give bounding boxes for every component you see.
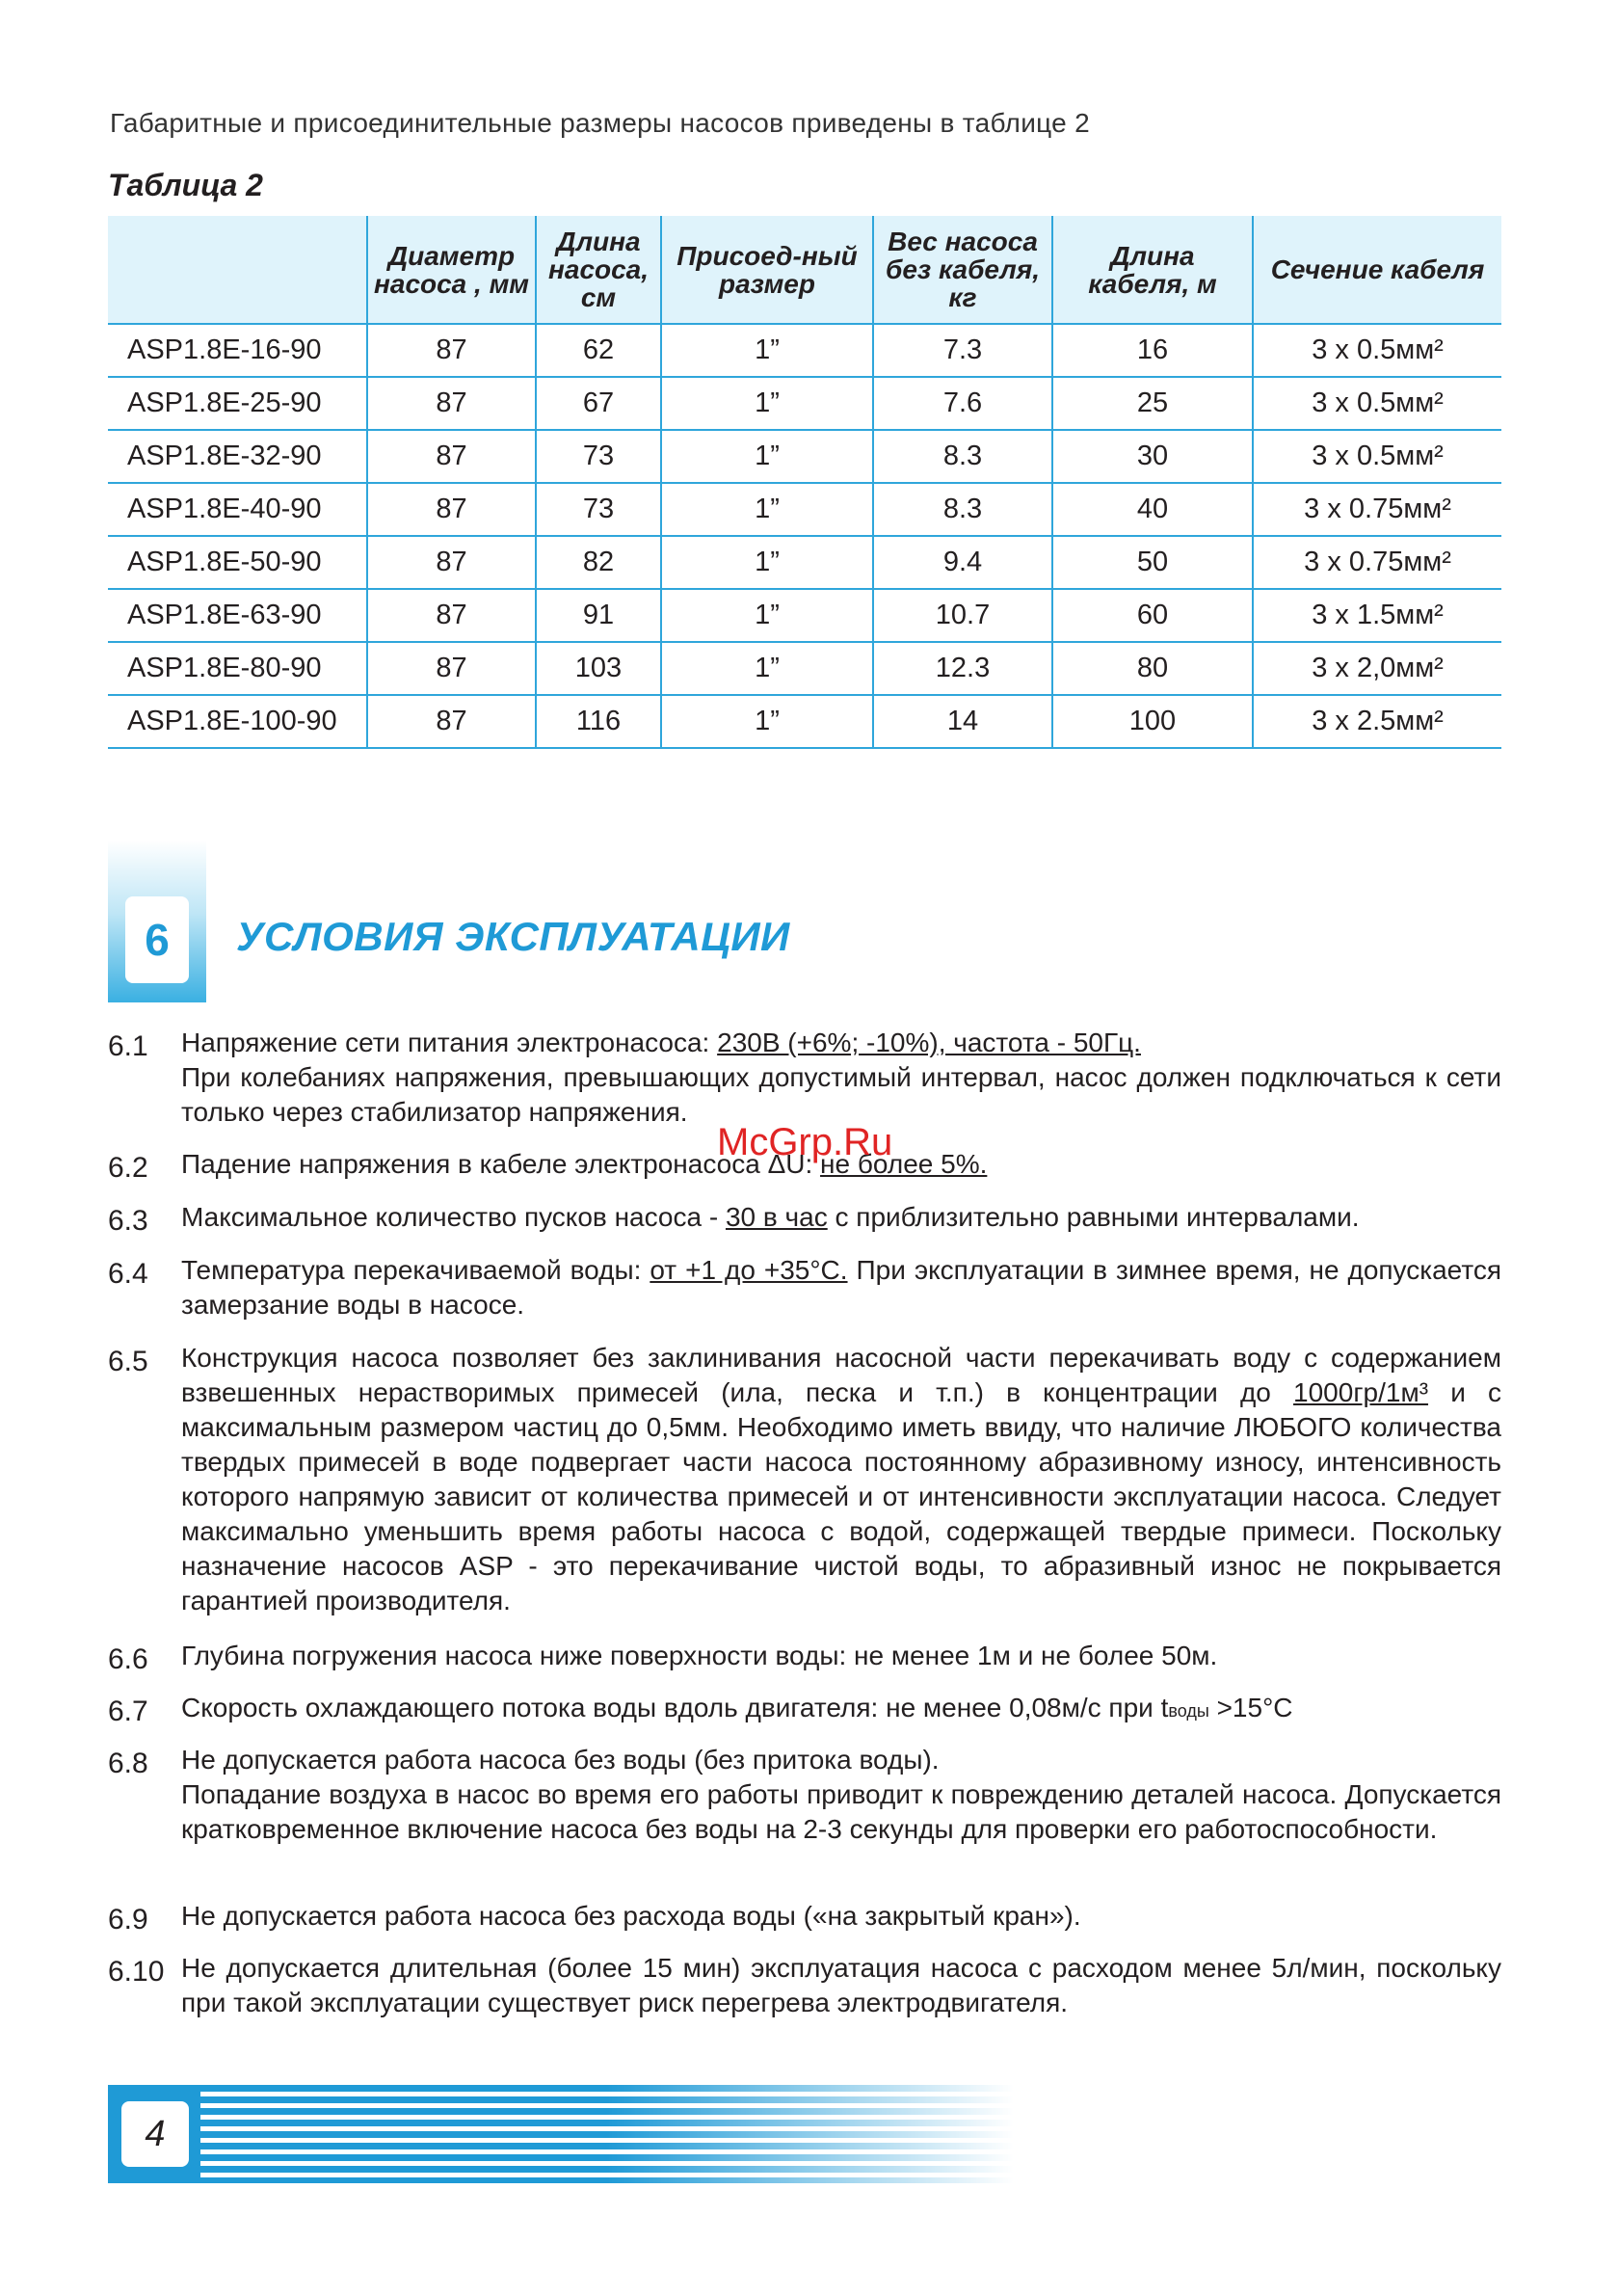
clause-number: 6.5 [108, 1346, 148, 1377]
table-row [108, 589, 1501, 642]
cell-weight: 9.4 [873, 536, 1052, 589]
cell-diameter: 87 [367, 430, 536, 483]
clause-text: Глубина погружения насоса ниже поверхности воды: не менее 1м и не более 50м. [181, 1641, 1218, 1670]
table-caption: Таблица 2 [108, 168, 263, 202]
pump-dimensions-table [108, 216, 1501, 749]
header-diameter: Диаметр насоса , мм [367, 216, 536, 324]
cell-model: ASP1.8E-50-90 [108, 536, 367, 589]
cell-cable-length: 16 [1052, 324, 1253, 377]
table-row [108, 430, 1501, 483]
cell-diameter: 87 [367, 695, 536, 748]
clause-text: Температура перекачиваемой воды: [181, 1255, 650, 1285]
cell-cable-section: 3 x 2.5мм² [1253, 695, 1501, 748]
cell-weight: 14 [873, 695, 1052, 748]
cell-weight: 7.3 [873, 324, 1052, 377]
header-weight: Вес насоса без кабеля, кг [873, 216, 1052, 324]
cell-diameter: 87 [367, 324, 536, 377]
clause-text: При эксплуатации в зимнее время, не допускается замерзание воды в насосе. [181, 1255, 1501, 1320]
intro-text: Габаритные и присоединительные размеры насосов приведены в таблице 2 [110, 108, 1090, 138]
cell-model: ASP1.8E-40-90 [108, 483, 367, 536]
clause-text: Конструкция насоса позволяет без заклинивания насосной части перекачивать воду с содержанием взвешенных нерастворимых примесей (ила, песка и т.п.) в концентрации до [181, 1343, 1501, 1407]
cell-cable-section: 3 x 0.5мм² [1253, 324, 1501, 377]
clause-text: Не допускается работа насоса без расхода воды («на закрытый кран»). [181, 1901, 1081, 1931]
clause-number: 6.4 [108, 1258, 148, 1290]
cell-weight: 10.7 [873, 589, 1052, 642]
clause-6-9 [108, 1899, 1501, 1934]
page-number: 4 [121, 2101, 189, 2167]
header-cable-section: Сечение кабеля [1253, 216, 1501, 324]
cell-model: ASP1.8E-16-90 [108, 324, 367, 377]
cell-cable-section: 3 x 1.5мм² [1253, 589, 1501, 642]
section-title: УСЛОВИЯ ЭКСПЛУАТАЦИИ [236, 914, 790, 959]
cell-cable-section: 3 x 0.75мм² [1253, 483, 1501, 536]
cell-cable-length: 80 [1052, 642, 1253, 695]
header-cable-length: Длина кабеля, м [1052, 216, 1253, 324]
cell-length: 73 [536, 430, 661, 483]
cell-connection: 1” [661, 536, 873, 589]
cell-diameter: 87 [367, 642, 536, 695]
clause-6-4 [108, 1253, 1501, 1322]
clause-6-1 [108, 1026, 1501, 1130]
clause-subscript: воды [1168, 1701, 1209, 1721]
clause-6-10 [108, 1951, 1501, 2020]
clause-6-7 [108, 1691, 1501, 1728]
clause-text: >15°С [1208, 1693, 1293, 1722]
cell-diameter: 87 [367, 377, 536, 430]
cell-cable-length: 30 [1052, 430, 1253, 483]
clause-text: Максимальное количество пусков насоса - [181, 1202, 726, 1232]
watermark: McGrp.Ru [717, 1121, 893, 1163]
cell-cable-length: 40 [1052, 483, 1253, 536]
clause-underlined: от +1 до +35°С. [650, 1255, 848, 1285]
clause-6-6 [108, 1639, 1501, 1673]
table-row [108, 695, 1501, 748]
clause-text: Скорость охлаждающего потока воды вдоль двигателя: не менее 0,08м/с при t [181, 1693, 1169, 1722]
clause-underlined: 1000гр/1м³ [1293, 1377, 1429, 1407]
clause-number: 6.6 [108, 1643, 148, 1675]
table-row [108, 324, 1501, 377]
table-row [108, 536, 1501, 589]
clause-number: 6.9 [108, 1904, 148, 1936]
cell-length: 82 [536, 536, 661, 589]
clause-underlined: не более 5%. [820, 1149, 988, 1179]
cell-weight: 8.3 [873, 430, 1052, 483]
table-header-row [108, 216, 1501, 324]
cell-length: 73 [536, 483, 661, 536]
clause-6-5 [108, 1341, 1501, 1618]
cell-model: ASP1.8E-25-90 [108, 377, 367, 430]
cell-length: 103 [536, 642, 661, 695]
clause-underlined: 230В (+6%; -10%), частота - 50Гц. [717, 1028, 1141, 1057]
cell-connection: 1” [661, 483, 873, 536]
cell-cable-section: 3 x 0.5мм² [1253, 377, 1501, 430]
cell-connection: 1” [661, 589, 873, 642]
clause-text: Падение напряжения в кабеле электронасоса ΔU: [181, 1149, 821, 1179]
cell-model: ASP1.8E-80-90 [108, 642, 367, 695]
cell-model: ASP1.8E-32-90 [108, 430, 367, 483]
footer-stripes [108, 2085, 1014, 2183]
cell-connection: 1” [661, 324, 873, 377]
cell-connection: 1” [661, 430, 873, 483]
cell-diameter: 87 [367, 536, 536, 589]
clause-number: 6.1 [108, 1030, 148, 1062]
clause-text: Напряжение сети питания электронасоса: [181, 1028, 718, 1057]
cell-cable-length: 60 [1052, 589, 1253, 642]
clause-number: 6.2 [108, 1152, 148, 1184]
cell-cable-length: 100 [1052, 695, 1253, 748]
table-row [108, 483, 1501, 536]
cell-cable-section: 3 x 0.5мм² [1253, 430, 1501, 483]
clause-number: 6.10 [108, 1956, 165, 1988]
section-number: 6 [125, 896, 189, 983]
table-row [108, 642, 1501, 695]
clause-text: Не допускается работа насоса без воды (без притока воды). [181, 1745, 940, 1775]
clause-text: При колебаниях напряжения, превышающих допустимый интервал, насос должен подключаться к сети только через стабилизатор напряжения. [181, 1062, 1501, 1127]
cell-length: 91 [536, 589, 661, 642]
cell-cable-section: 3 x 2,0мм² [1253, 642, 1501, 695]
clause-number: 6.7 [108, 1695, 148, 1727]
clause-underlined: 30 в час [725, 1202, 828, 1232]
cell-length: 67 [536, 377, 661, 430]
header-length: Длина насоса, см [536, 216, 661, 324]
cell-length: 62 [536, 324, 661, 377]
cell-weight: 7.6 [873, 377, 1052, 430]
cell-weight: 12.3 [873, 642, 1052, 695]
header-connection: Присоед-ный размер [661, 216, 873, 324]
clause-number: 6.3 [108, 1205, 148, 1237]
cell-diameter: 87 [367, 483, 536, 536]
cell-cable-section: 3 x 0.75мм² [1253, 536, 1501, 589]
cell-connection: 1” [661, 377, 873, 430]
clause-6-8 [108, 1743, 1501, 1847]
cell-cable-length: 50 [1052, 536, 1253, 589]
cell-connection: 1” [661, 695, 873, 748]
table-row [108, 377, 1501, 430]
clause-text: с приблизительно равными интервалами. [827, 1202, 1360, 1232]
clause-6-3 [108, 1200, 1501, 1235]
clause-text: Попадание воздуха в насос во время его работы приводит к повреждению деталей насоса. Допускается кратковременное включение насоса без воды на 2-3 секунды для проверки его работоспособности. [181, 1779, 1501, 1844]
cell-weight: 8.3 [873, 483, 1052, 536]
cell-cable-length: 25 [1052, 377, 1253, 430]
clause-text: Не допускается длительная (более 15 мин) эксплуатация насоса с расходом менее 5л/мин, поскольку при такой эксплуатации существует риск перегрева электродвигателя. [181, 1953, 1501, 2017]
cell-diameter: 87 [367, 589, 536, 642]
cell-length: 116 [536, 695, 661, 748]
cell-model: ASP1.8E-63-90 [108, 589, 367, 642]
cell-model: ASP1.8E-100-90 [108, 695, 367, 748]
clause-number: 6.8 [108, 1748, 148, 1779]
clause-text: и с максимальным размером частиц до 0,5мм. Необходимо иметь ввиду, что наличие ЛЮБОГО количества твердых примесей в воде подвергает части насоса постоянному абразивному износу, интенсивность которого напрямую зависит от количества примесей и от интенсивности эксплуатации насоса. Следует максимально уменьшить время работы насоса с водой, содержащей твердые примеси. Поскольку назначение насосов ASP - это перекачивание чистой воды, то абразивный износ не покрывается гарантией производителя. [181, 1377, 1501, 1615]
header-model [108, 216, 367, 324]
cell-connection: 1” [661, 642, 873, 695]
